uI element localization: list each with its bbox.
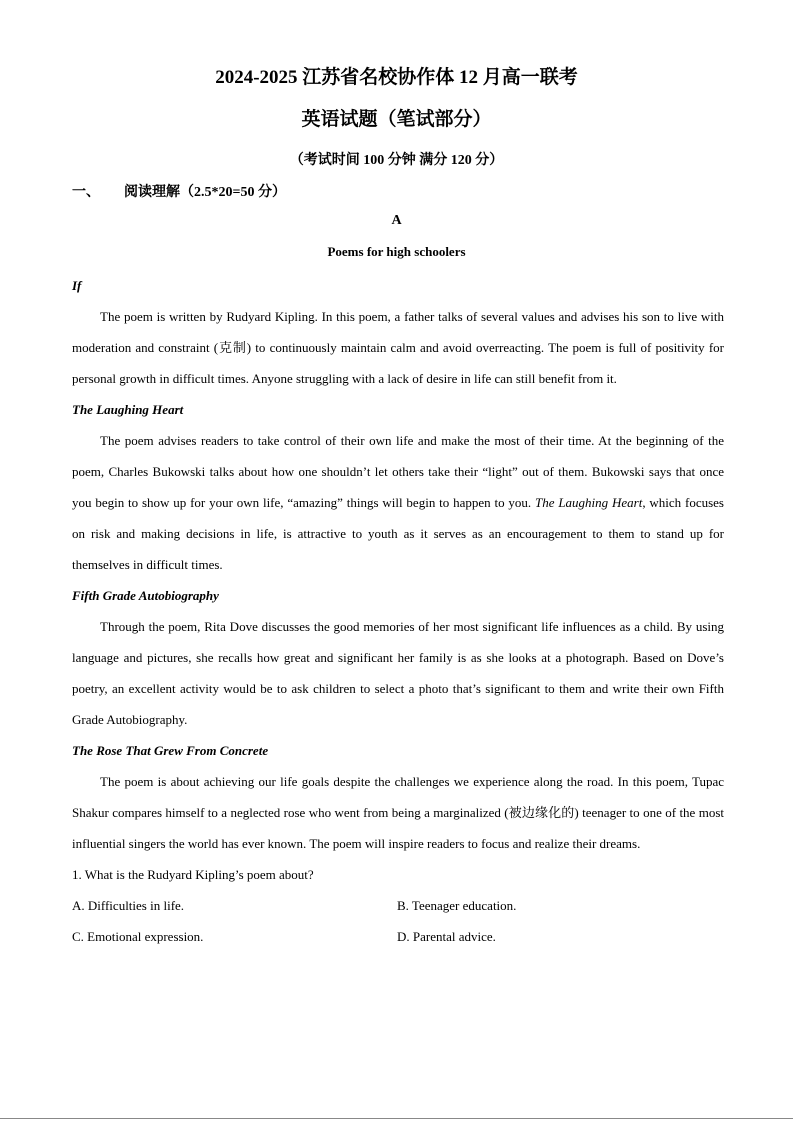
section-label: 阅读理解（2.5*20=50 分） bbox=[124, 185, 286, 200]
poem-description: The poem is about achieving our life goals despite the challenges we experience along the road. In this poem, Tupac Shakur compares himself to a neglected rose who went from being a marginalized (被边缘化的) teenager to one of the most influential singers the world has ever known. The poem will inspire readers to focus and realize their dreams. bbox=[72, 774, 724, 851]
exam-title: 2024-2025 江苏省名校协作体 12 月高一联考 bbox=[215, 67, 578, 88]
poem-text-part: , which focuses on risk and making decisions in life, is attractive to youth as it serves as an encouragement to them to stand up for themselves in difficult times. bbox=[72, 495, 724, 572]
poem-description: Through the poem, Rita Dove discusses the good memories of her most significant life influences as a child. By using language and pictures, she recalls how great and significant her family is as she looks at a photograph. Based on Dove’s poetry, an excellent activity would be to ask children to select a photo that’s significant to them and write their own Fifth Grade Autobiography. bbox=[72, 619, 724, 727]
page-bottom-divider bbox=[0, 1118, 793, 1119]
passage-title: Poems for high schoolers bbox=[327, 244, 466, 259]
exam-note: （考试时间 100 分钟 满分 120 分） bbox=[289, 153, 504, 168]
poem-title: Fifth Grade Autobiography bbox=[72, 588, 219, 603]
exam-subtitle: 英语试题（笔试部分） bbox=[301, 109, 492, 130]
option-a: A. Difficulties in life. bbox=[72, 898, 185, 913]
poem-title: The Laughing Heart bbox=[72, 402, 184, 417]
answer-options bbox=[72, 890, 724, 952]
poem-title: The Rose That Grew From Concrete bbox=[72, 743, 269, 758]
passage-letter: A bbox=[391, 213, 402, 228]
poem-description bbox=[72, 425, 724, 580]
poem-title: If bbox=[72, 278, 82, 293]
section-number: 一、 bbox=[72, 185, 100, 200]
option-c: C. Emotional expression. bbox=[72, 929, 204, 944]
option-b: B. Teenager education. bbox=[397, 898, 517, 913]
poem-inline-title: The Laughing Heart bbox=[534, 495, 643, 510]
question-stem: 1. What is the Rudyard Kipling’s poem about? bbox=[72, 867, 314, 882]
poem-text-part: The poem advises readers to take control of their own life and make the most of their time. At the beginning of the poem, Charles Bukowski talks about how one shouldn’t let others take their “light” out of them. Bukowski says that once you begin to show up for your own life, “amazing” things will begin to happen to you. bbox=[72, 433, 724, 510]
option-d: D. Parental advice. bbox=[397, 929, 496, 944]
section-heading bbox=[72, 181, 286, 201]
poem-list bbox=[72, 270, 724, 952]
poem-description: The poem is written by Rudyard Kipling. In this poem, a father talks of several values and advises his son to live with moderation and constraint (克制) to continuously maintain calm and avoid overreacting. The poem is full of positivity for personal growth in difficult times. Anyone struggling with a lack of desire in life can still benefit from it. bbox=[72, 309, 724, 386]
